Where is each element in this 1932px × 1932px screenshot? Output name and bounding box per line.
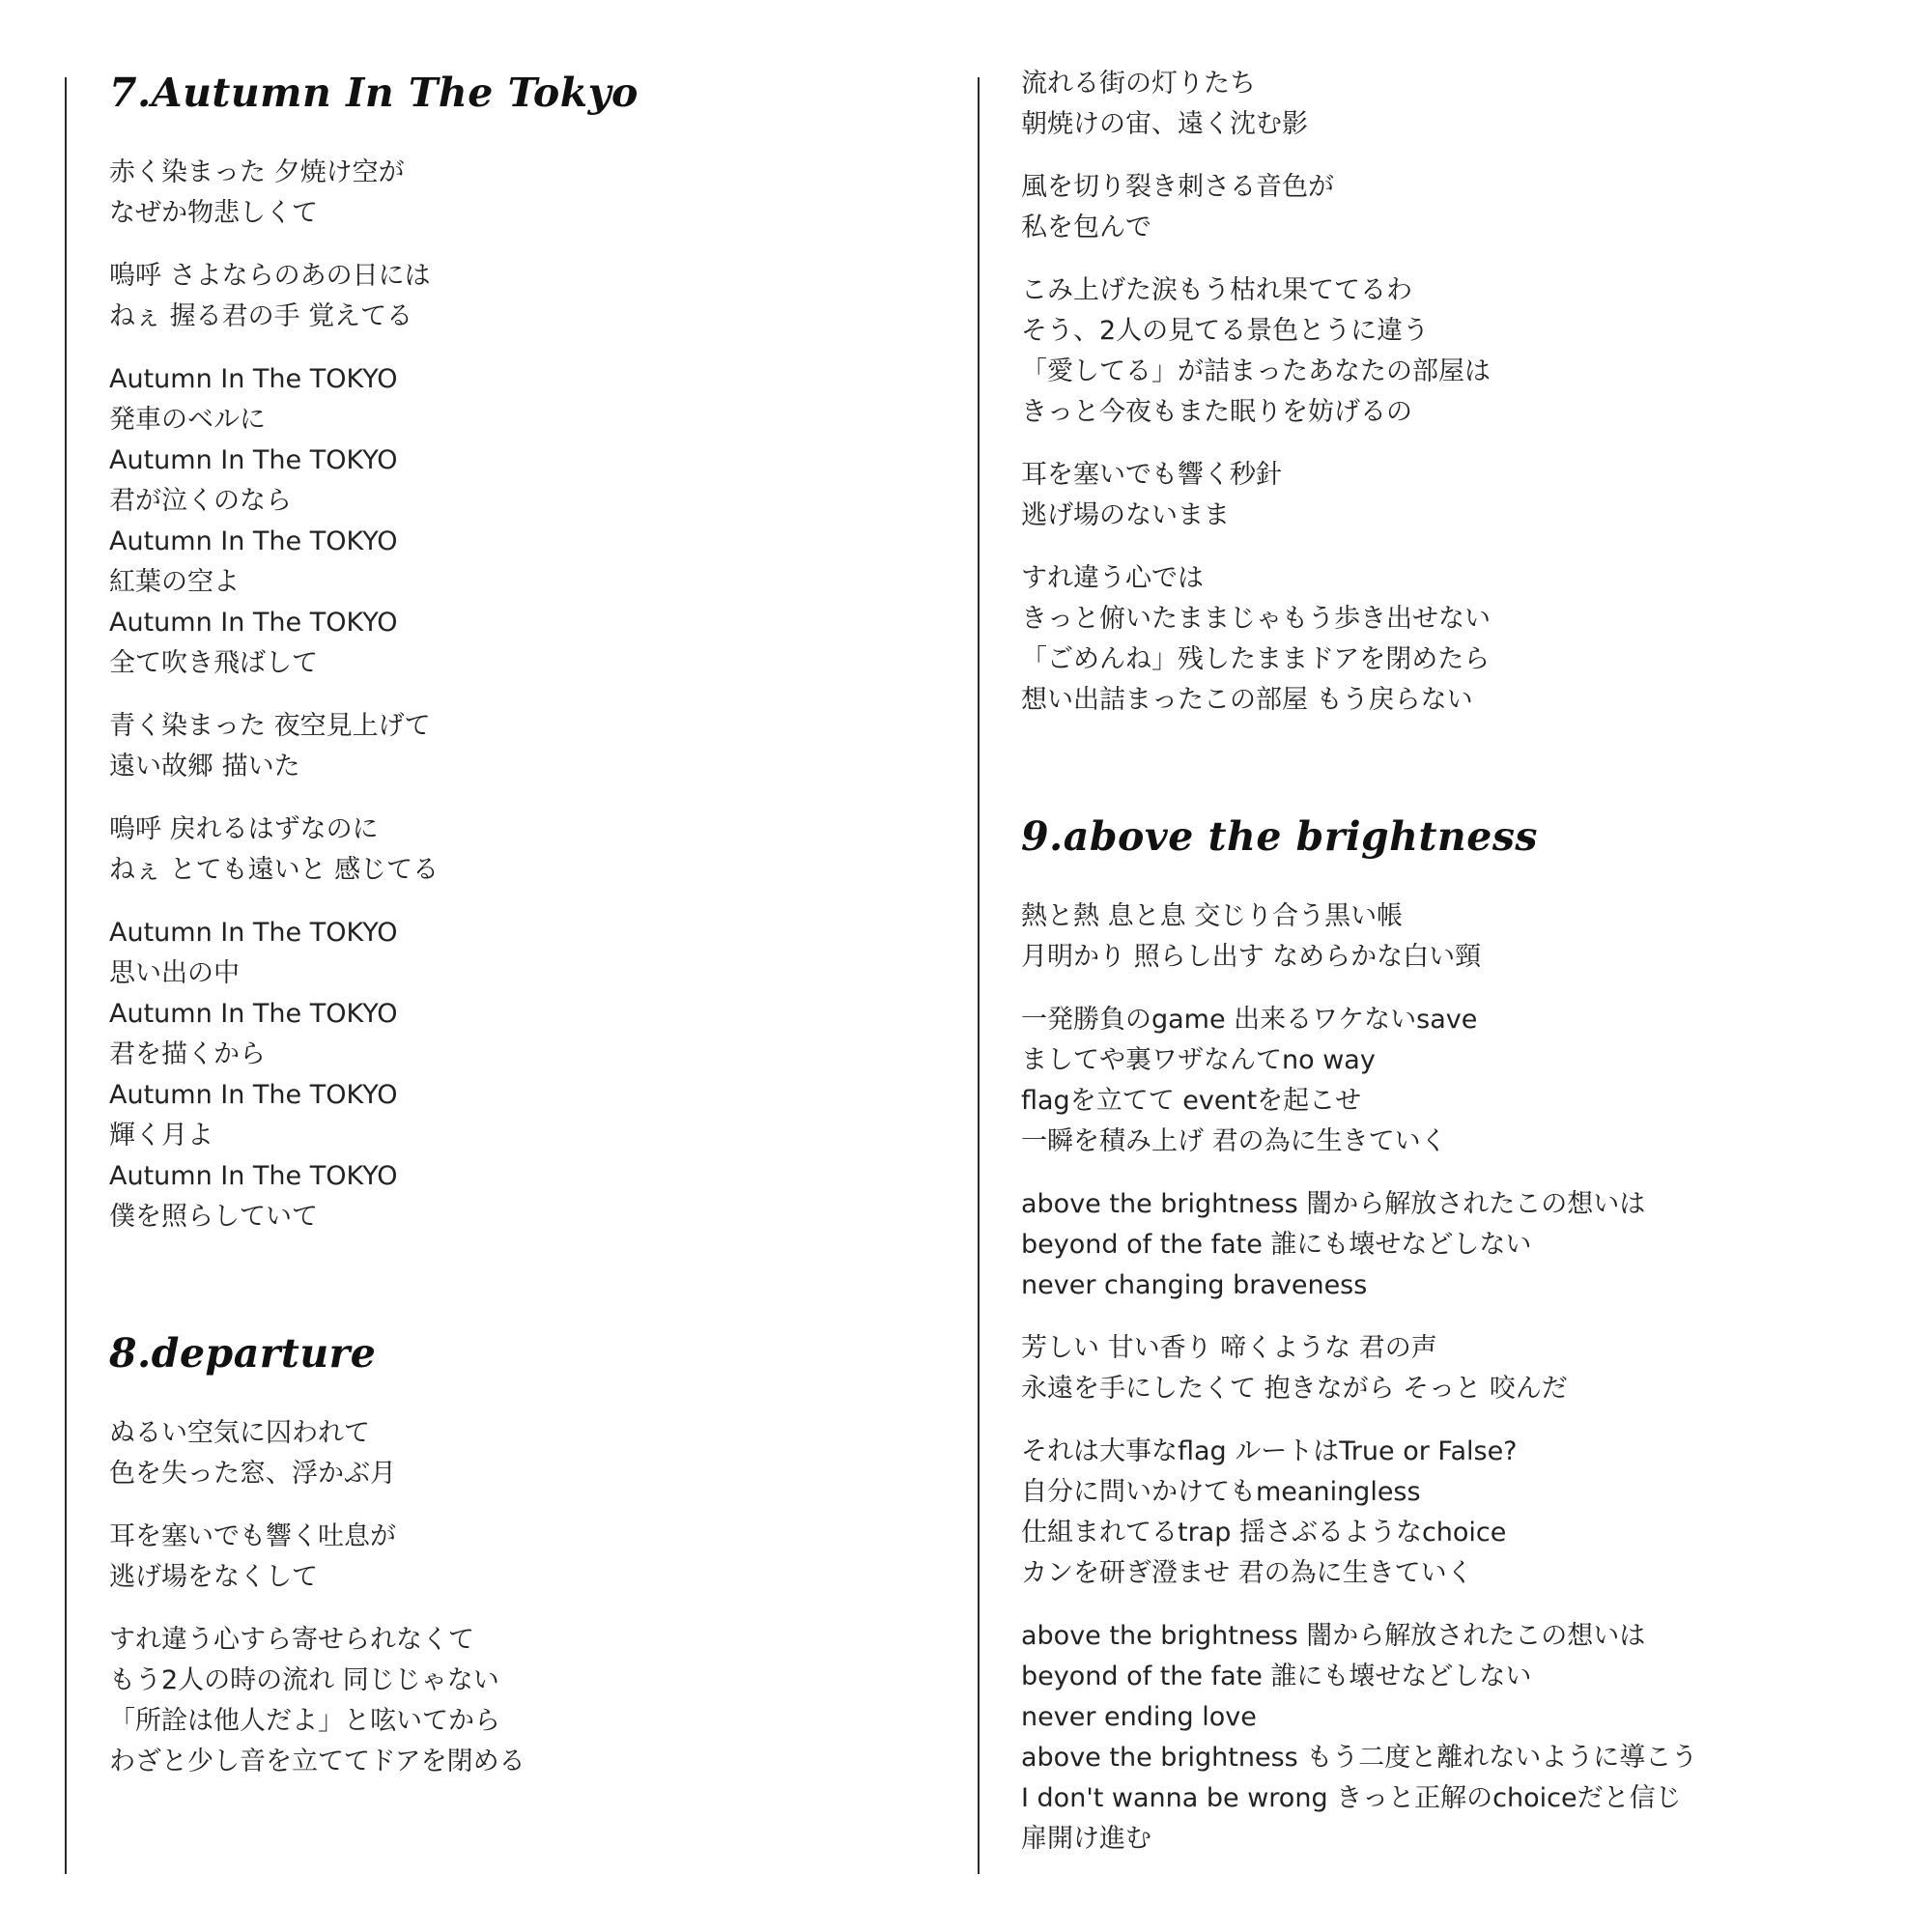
lyric-line: never changing braveness (1021, 1270, 1368, 1300)
lyric-line: 嗚呼 戻れるはずなのに (109, 814, 379, 844)
lyrics-stanza (1021, 1328, 1871, 1409)
lyric-line: 僕を照らしていて (109, 1202, 318, 1232)
lyric-line: never ending love (1021, 1702, 1257, 1732)
lyric-line: 一発勝負のgame 出来るワケないsave (1021, 1005, 1478, 1035)
lyric-line: flagを立てて eventを起こせ (1021, 1086, 1362, 1116)
lyrics-stanza (109, 153, 959, 234)
lyrics-stanza (109, 1517, 959, 1598)
lyric-line: Autumn In The TOKYO (109, 364, 398, 394)
lyric-line: すれ違う心では (1021, 563, 1204, 593)
lyric-line: ねぇ とても遠いと 感じてる (109, 855, 440, 885)
lyric-line: 「愛してる」が詰まったあなたの部屋は (1021, 356, 1491, 386)
lyric-line: above the brightness 闇から解放されたこの想いは (1021, 1189, 1646, 1219)
song-title: 7.Autumn In The Tokyo (109, 70, 639, 116)
lyric-line: 紅葉の空よ (109, 567, 240, 597)
lyric-line: 仕組まれてるtrap 揺さぶるようなchoice (1021, 1518, 1507, 1548)
lyric-line: 思い出の中 (109, 958, 240, 988)
lyric-line: Autumn In The TOKYO (109, 1161, 398, 1191)
lyric-line: わざと少し音を立ててドアを閉める (109, 1747, 526, 1776)
song-block (1021, 808, 1871, 1860)
lyrics-stanza (1021, 896, 1871, 978)
lyric-line: Autumn In The TOKYO (109, 1080, 398, 1110)
lyrics-stanza (1021, 1616, 1871, 1860)
right-column-rule (978, 77, 980, 1874)
lyric-line: above the brightness 闇から解放されたこの想いは (1021, 1621, 1646, 1651)
lyric-line: beyond of the fate 誰にも壊せなどしない (1021, 1230, 1532, 1260)
lyric-line: 君が泣くのなら (109, 486, 292, 516)
lyrics-stanza (109, 1413, 959, 1494)
lyric-line: ぬるい空気に囚われて (109, 1418, 370, 1448)
lyric-line: 耳を塞いでも響く秒針 (1021, 460, 1282, 490)
lyric-line: Autumn In The TOKYO (109, 608, 398, 638)
lyrics-stanza (1021, 1184, 1871, 1306)
lyric-line: 朝焼けの宙、遠く沈む影 (1021, 109, 1308, 139)
lyrics-stanza (109, 810, 959, 891)
lyric-line: 逃げ場をなくして (109, 1562, 318, 1592)
lyric-line: 一瞬を積み上げ 君の為に生きていく (1021, 1126, 1447, 1156)
lyric-line: きっと今夜もまた眠りを妨げるの (1021, 397, 1412, 427)
lyric-line: 想い出詰まったこの部屋 もう戻らない (1021, 685, 1473, 715)
lyrics-stanza (1021, 270, 1871, 433)
lyrics-stanza (1021, 167, 1871, 248)
song-title: 9.above the brightness (1021, 813, 1538, 860)
lyric-line: 永遠を手にしたくて 抱きながら そっと 咬んだ (1021, 1374, 1568, 1404)
lyric-line: 芳しい 甘い香り 啼くような 君の声 (1021, 1333, 1437, 1363)
lyric-line: 遠い故郷 描いた (109, 752, 300, 781)
lyric-line: 自分に問いかけてもmeaningless (1021, 1477, 1421, 1507)
lyric-line: Autumn In The TOKYO (109, 999, 398, 1029)
lyric-line: それは大事なflag ルートはTrue or False? (1021, 1436, 1518, 1466)
lyrics-stanza (1021, 64, 1871, 145)
lyric-line: I don't wanna be wrong きっと正解のchoiceだと信じ (1021, 1783, 1682, 1813)
lyric-line: 色を失った窓、浮かぶ月 (109, 1459, 396, 1489)
left-lyrics-column (109, 64, 959, 1804)
song-block (109, 64, 959, 1237)
left-column-rule (65, 77, 67, 1874)
continued-lyrics (1021, 64, 1871, 721)
lyric-line: 月明かり 照らし出す なめらかな白い頸 (1021, 942, 1482, 972)
lyric-line: 赤く染まった 夕焼け空が (109, 157, 405, 187)
lyric-line: 「所詮は他人だよ」と呟いてから (109, 1706, 500, 1736)
lyric-line: 君を描くから (109, 1039, 266, 1069)
lyric-line: 青く染まった 夜空見上げて (109, 711, 431, 741)
lyric-line: すれ違う心すら寄せられなくて (109, 1625, 474, 1655)
lyrics-stanza (109, 359, 959, 684)
lyric-line: Autumn In The TOKYO (109, 445, 398, 475)
lyrics-stanza (109, 256, 959, 337)
lyric-line: 熱と熱 息と息 交じり合う黒い帳 (1021, 901, 1404, 931)
lyric-line: Autumn In The TOKYO (109, 918, 398, 948)
lyric-line: 逃げ場のないまま (1021, 500, 1230, 530)
lyric-line: カンを研ぎ澄ませ 君の為に生きていく (1021, 1558, 1473, 1588)
lyric-line: ましてや裏ワザなんてno way (1021, 1045, 1376, 1075)
lyric-line: きっと俯いたままじゃもう歩き出せない (1021, 604, 1491, 634)
lyric-line: beyond of the fate 誰にも壊せなどしない (1021, 1662, 1532, 1691)
lyric-line: above the brightness もう二度と離れないように導こう (1021, 1743, 1698, 1773)
lyric-line: 私を包んで (1021, 213, 1151, 242)
lyrics-stanza (109, 1620, 959, 1782)
lyric-line: 流れる街の灯りたち (1021, 69, 1256, 99)
lyric-line: 嗚呼 さよならのあの日には (109, 261, 431, 291)
lyric-line: ねぇ 握る君の手 覚えてる (109, 301, 413, 331)
lyrics-stanza (109, 913, 959, 1237)
lyric-line: 扉開け進む (1021, 1824, 1151, 1854)
right-lyrics-column (1021, 64, 1871, 1882)
lyric-line: 発車のベルに (109, 405, 266, 435)
lyric-line: 全て吹き飛ばして (109, 648, 318, 678)
lyric-line: 耳を塞いでも響く吐息が (109, 1521, 396, 1551)
lyrics-stanza (1021, 1432, 1871, 1594)
lyric-line: Autumn In The TOKYO (109, 526, 398, 556)
lyric-line: そう、2人の見てる景色とうに違う (1021, 316, 1430, 346)
lyric-line: なぜか物悲しくて (109, 198, 318, 228)
lyrics-stanza (1021, 558, 1871, 721)
lyric-line: 風を切り裂き刺さる音色が (1021, 172, 1334, 202)
song-block (109, 1324, 959, 1782)
song-title: 8.departure (109, 1330, 377, 1377)
lyrics-stanza (109, 706, 959, 787)
lyric-line: もう2人の時の流れ 同じじゃない (109, 1665, 499, 1695)
lyrics-stanza (1021, 1000, 1871, 1162)
lyric-line: 輝く月よ (109, 1121, 213, 1151)
lyric-line: こみ上げた涙もう枯れ果ててるわ (1021, 275, 1412, 305)
lyrics-stanza (1021, 455, 1871, 536)
lyric-line: 「ごめんね」残したままドアを閉めたら (1021, 644, 1491, 674)
